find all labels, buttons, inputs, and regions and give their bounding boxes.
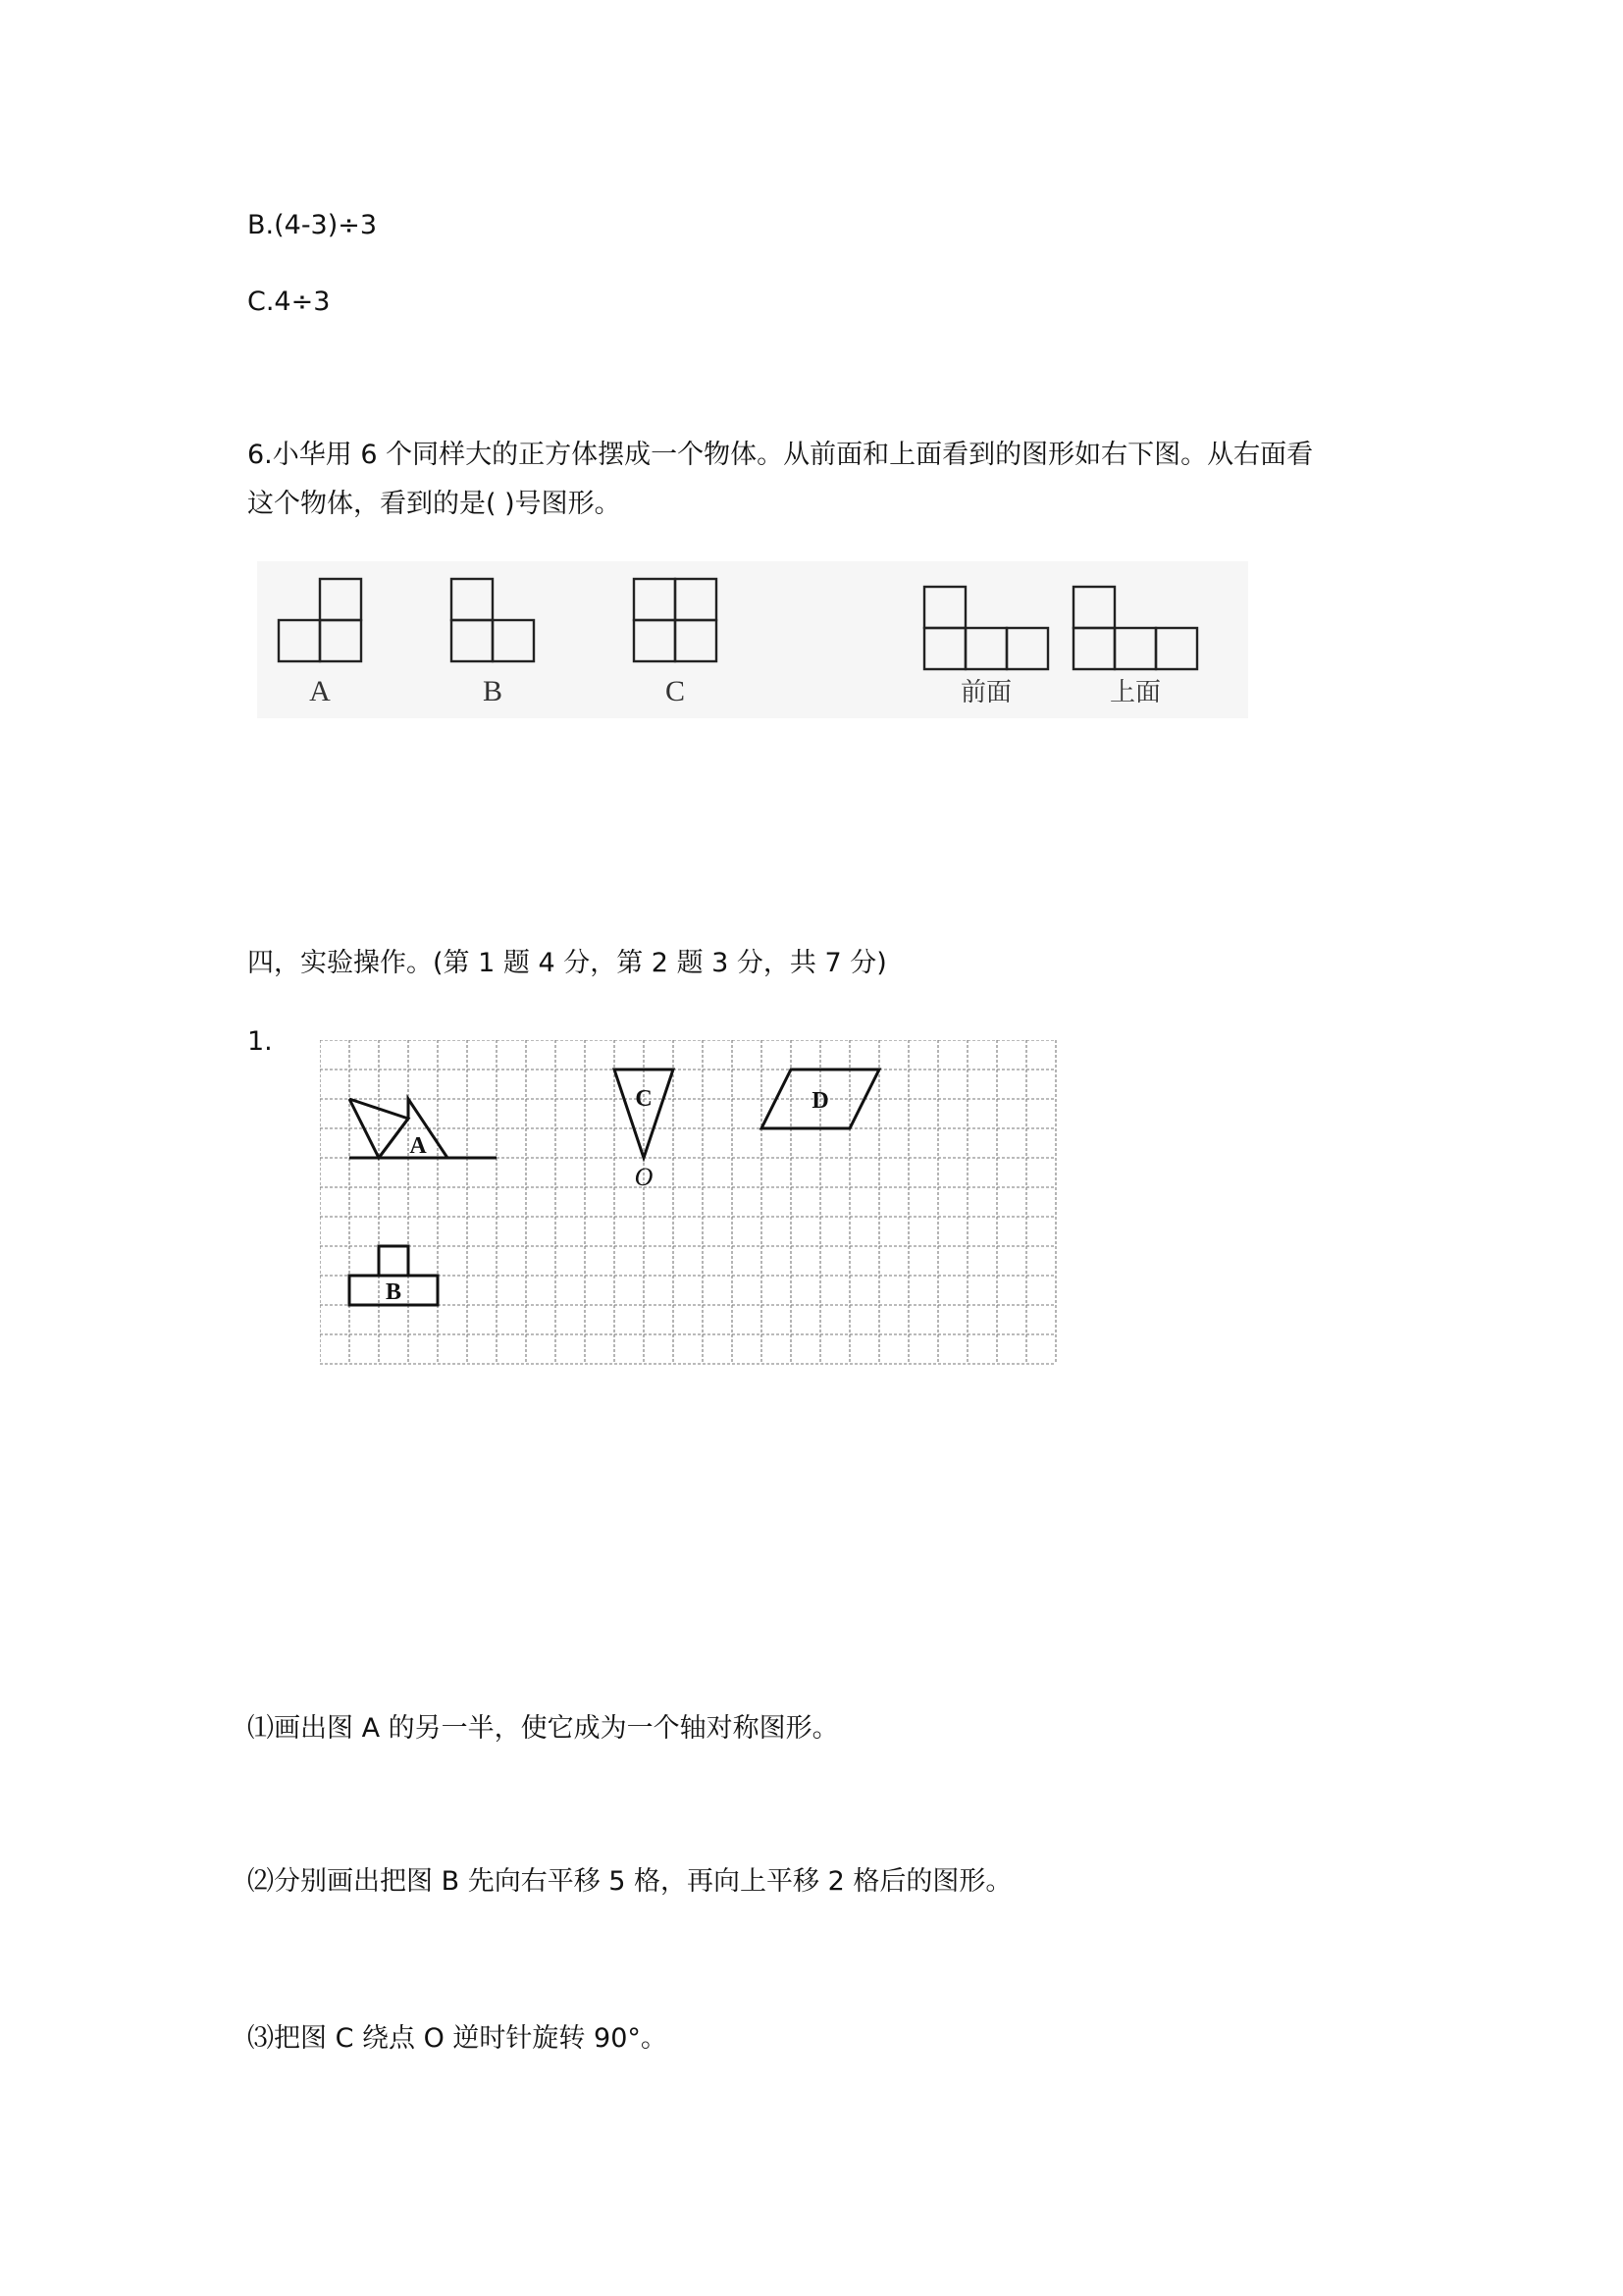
task-3: ⑶把图 C 绕点 O 逆时针旋转 90°。 [247, 2023, 667, 2054]
front-view-label: 前面 [960, 678, 1013, 707]
grid-lines [320, 1040, 1056, 1364]
view-a-label: A [309, 675, 331, 707]
section-4-heading: 四，实验操作。(第 1 题 4 分，第 2 题 3 分，共 7 分) [247, 948, 887, 978]
shape-b-label: B [385, 1279, 402, 1305]
point-o-label: O [634, 1163, 654, 1191]
option-b: B.(4-3)÷3 [247, 210, 378, 240]
view-c-label: C [664, 675, 686, 707]
task-1: ⑴画出图 A 的另一半，使它成为一个轴对称图形。 [247, 1713, 839, 1744]
top-view-label: 上面 [1109, 678, 1162, 707]
task-2: ⑵分别画出把图 B 先向右平移 5 格，再向上平移 2 格后的图形。 [247, 1866, 1013, 1897]
question-6-line-2: 这个物体，看到的是( )号图形。 [247, 489, 621, 519]
views-figure [257, 561, 1248, 718]
option-c: C.4÷3 [247, 287, 331, 317]
shape-c-label: C [635, 1086, 653, 1112]
shape-a-label: A [409, 1133, 427, 1159]
question-1-number: 1. [247, 1026, 273, 1057]
shape-d-label: D [812, 1088, 829, 1114]
view-b-label: B [482, 675, 503, 707]
question-6-line-1: 6.小华用 6 个同样大的正方体摆成一个物体。从前面和上面看到的图形如右下图。从右面看 [247, 440, 1314, 470]
grid-figure [320, 1040, 1066, 1374]
